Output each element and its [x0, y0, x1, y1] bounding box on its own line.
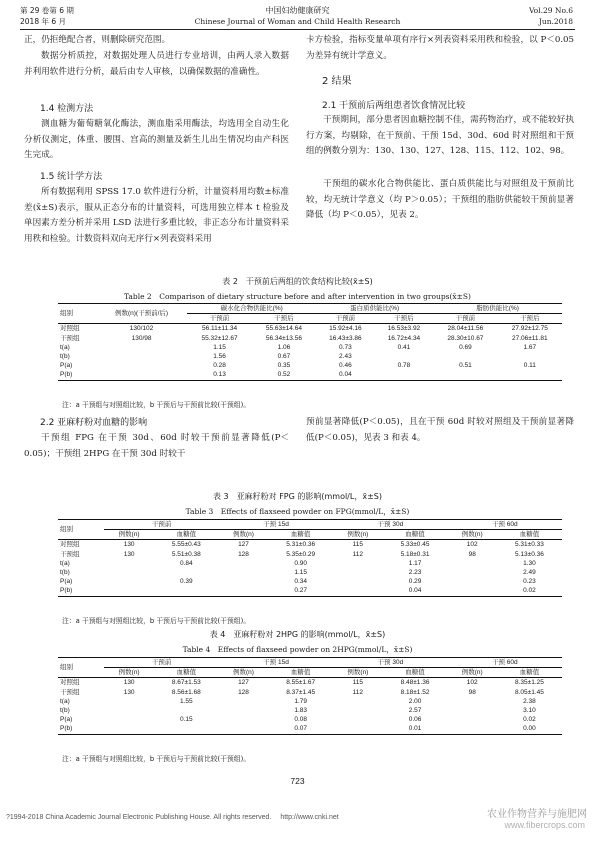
- cell: 1.06: [277, 343, 291, 351]
- cell: 98: [468, 688, 476, 696]
- cell: [375, 370, 434, 380]
- table-row: [58, 370, 562, 380]
- cell: 1.30: [523, 559, 536, 567]
- cell: 8.56±1.68: [171, 688, 201, 696]
- cell: P(a): [60, 362, 73, 370]
- cell: [433, 352, 497, 361]
- t3-header-group: 组别: [58, 520, 104, 540]
- cell: 0.78: [397, 362, 411, 370]
- cell: 127: [238, 541, 249, 549]
- table-3-note: 注：a 干预组与对照组比较，b 干预后与干预前比较(干预组)。: [62, 617, 251, 625]
- cell: P(b): [58, 586, 104, 596]
- cell: 5.31±0.36: [286, 541, 316, 549]
- page-number: 723: [290, 776, 305, 786]
- table-row: [58, 706, 562, 715]
- cell: t(b): [60, 353, 70, 361]
- cell: 16.43±3.86: [329, 334, 362, 342]
- cell: 8.05±1.45: [515, 688, 544, 696]
- t3-header-n: 例数(n): [333, 530, 382, 540]
- cell: 0.06: [408, 716, 422, 724]
- cell: 130/98: [131, 334, 152, 342]
- cell: 28.30±10.67: [447, 334, 484, 342]
- table-4-note: 注：a 干预组与对照组比较，b 干预后与干预前比较(干预组)。: [62, 755, 251, 763]
- cell: 2.38: [523, 697, 536, 705]
- cell: 2.49: [523, 569, 536, 577]
- cell: 8.67±1.53: [171, 679, 201, 687]
- table-row: [58, 724, 562, 734]
- cell: 15.92±4.16: [329, 325, 362, 333]
- t4-header-n: 例数(n): [448, 668, 497, 678]
- cell: 干预组: [60, 334, 80, 342]
- cell: [375, 352, 434, 361]
- cell: 130/102: [129, 325, 154, 333]
- cell: 127: [238, 679, 249, 687]
- cell: 0.51: [459, 362, 472, 370]
- table-row: [58, 559, 562, 568]
- issue-number: 第 29 卷第 6 期: [20, 6, 74, 15]
- cell: 0.11: [523, 362, 536, 370]
- cell: 0.04: [316, 370, 375, 380]
- cell: 0.15: [179, 716, 193, 724]
- cell: 干预组: [60, 550, 80, 558]
- right-paragraph-3: 干预组的碳水化合物供能比、蛋白质供能比与对照组及干预前比较，均无统计学意义（均 P＞0.05）；干预组的脂肪供能较干预前显著降低（均 P＜0.05），见表 2。: [306, 179, 574, 221]
- cell: 112: [352, 688, 364, 696]
- table-2-caption-cn: 表 2 干预前后两组的饮食结构比较(x̄±S): [222, 277, 373, 286]
- cell: 干预组: [60, 688, 80, 696]
- cell: 1.15: [294, 569, 307, 577]
- section-2-1-heading: 2.1 干预前后两组患者饮食情况比较: [322, 101, 466, 111]
- table-row: [58, 540, 562, 550]
- cell: 2.23: [408, 569, 422, 577]
- cell: 128: [238, 550, 249, 558]
- t3-header-value: 血糖值: [497, 530, 562, 540]
- cell: 5.35±0.29: [286, 550, 316, 558]
- table-row: [58, 324, 562, 334]
- cell: 102: [466, 541, 478, 549]
- cell: 115: [352, 679, 364, 687]
- cell: t(a): [60, 697, 70, 705]
- cell: 8.35±1.25: [515, 679, 544, 687]
- table-3-caption-en: Table 3 Effects of flaxseed powder on FPG(mmol/L，x̄±S): [185, 507, 410, 516]
- t2-header-group: 组别: [58, 304, 96, 324]
- t2-header-before: 干预前: [316, 314, 375, 324]
- t2-header-before: 干预前: [433, 314, 497, 324]
- table-row: [58, 697, 562, 706]
- t4-header-value: 血糖值: [268, 668, 333, 678]
- t3-header-value: 血糖值: [383, 530, 448, 540]
- right-paragraph-1: 卡方检验，指标变量单项有序行×列表资料采用秩和检验，以 P＜0.05 为差异有统计学意义。: [306, 35, 574, 61]
- cell: 130: [123, 550, 135, 558]
- cell: 1.79: [294, 697, 307, 705]
- t4-header-period: 干预 15d: [219, 658, 333, 668]
- cell: 0.41: [397, 343, 411, 351]
- t4-header-n: 例数(n): [219, 668, 268, 678]
- left-paragraph-4: 所有数据利用 SPSS 17.0 软件进行分析，计量资料用均数±标准差(x̄±S)表示，服从正态分布的计量资料，可选用独立样本 t 检验及单因素方差分析并采用 LSD 法进行多重比较，非正态分布计量资料采用秩和检验。计数资料双向无序行×列表资料采用: [24, 187, 289, 244]
- cell: 8.55±1.67: [286, 679, 316, 687]
- t2-header-after: 干预后: [375, 314, 434, 324]
- cell: 0.39: [179, 578, 193, 586]
- cell: 0.02: [497, 586, 562, 596]
- cell: [433, 370, 497, 380]
- cell: 5.13±0.36: [515, 550, 544, 558]
- cell: 128: [238, 688, 249, 696]
- cell: 0.69: [459, 343, 472, 351]
- section-2-heading: 2 结果: [322, 76, 352, 87]
- table-row: [58, 361, 562, 370]
- cell: 5.31±0.33: [515, 541, 544, 549]
- cell: 0.52: [252, 370, 316, 380]
- cell: 5.18±0.31: [400, 550, 430, 558]
- cell: 0.13: [187, 370, 251, 380]
- cell: [154, 724, 219, 734]
- section-2-2-heading: 2.2 亚麻籽粉对血糖的影响: [40, 418, 148, 428]
- t3-header-period: 干预 15d: [219, 520, 333, 530]
- section-1-5-heading: 1.5 统计学方法: [40, 172, 103, 182]
- cell: t(b): [60, 569, 70, 577]
- cell: P(b): [58, 370, 96, 380]
- left-paragraph-2: 数据分析质控，对数据处理人员进行专业培训，由两人录入数据并利用软件进行分析，最后由专人审核，以确保数据的准确性。: [24, 51, 289, 77]
- cell: 0.08: [294, 716, 307, 724]
- cell: 1.56: [213, 353, 226, 361]
- cell: 102: [466, 679, 478, 687]
- cell: 0.02: [523, 716, 536, 724]
- table-3: [58, 519, 562, 597]
- t2-header-before: 干预前: [187, 314, 251, 324]
- cell: 28.04±11.56: [447, 325, 484, 333]
- table-row: [58, 577, 562, 586]
- cell: 3.10: [523, 707, 536, 715]
- cell: 0.67: [277, 353, 291, 361]
- t4-header-period: 干预 30d: [333, 658, 447, 668]
- cell: 8.18±1.52: [400, 688, 430, 696]
- t4-header-value: 血糖值: [154, 668, 219, 678]
- cell: [498, 370, 562, 380]
- t2-header-n: 例数(n)(干预前/后): [96, 304, 188, 324]
- t4-header-period: 干预 60d: [448, 658, 562, 668]
- cell: 8.48±1.36: [400, 679, 430, 687]
- left-paragraph-3: 测血糖为葡萄糖氧化酶法，测血脂采用酶法，均选用全自动生化分析仪测定，体重、腰围、宫高的测量及新生儿出生情况均由产科医生完成。: [24, 119, 289, 161]
- section-1-4-heading: 1.4 检测方法: [40, 104, 94, 114]
- cell: 56.11±11.34: [201, 325, 238, 333]
- t4-header-value: 血糖值: [383, 668, 448, 678]
- cell: 对照组: [60, 325, 80, 333]
- table-row: [58, 550, 562, 559]
- t4-header-n: 例数(n): [333, 668, 382, 678]
- cell: 112: [352, 550, 364, 558]
- t2-header-after: 干预后: [498, 314, 562, 324]
- cell: 对照组: [60, 679, 80, 687]
- watermark-url: www.fibercrops.com: [504, 820, 585, 830]
- cell: 1.17: [408, 559, 422, 567]
- cell: 1.15: [213, 343, 226, 351]
- cell: 0.84: [179, 559, 193, 567]
- t4-header-value: 血糖值: [497, 668, 562, 678]
- table-row: [58, 343, 562, 352]
- table-row: [58, 568, 562, 577]
- t3-header-value: 血糖值: [268, 530, 333, 540]
- cell: P(a): [60, 716, 73, 724]
- cell: 1.83: [294, 707, 307, 715]
- cell: 1.67: [523, 343, 537, 351]
- cell: 0.34: [294, 578, 307, 586]
- cell: 0.23: [523, 578, 536, 586]
- cell: 27.06±11.81: [511, 334, 548, 342]
- t4-header-n: 例数(n): [104, 668, 153, 678]
- table-3-caption-cn: 表 3 亚麻籽粉对 FPG 的影响(mmol/L，x̄±S): [213, 492, 382, 501]
- table-row: [58, 715, 562, 724]
- cell: 115: [352, 541, 364, 549]
- t4-header-group: 组别: [58, 658, 104, 678]
- section-2-2-left-text: 干预组 FPG 在干预 30d、60d 时较干预前显著降低(P＜0.05)；干预组 2HPG 在干预 30d 时较干: [24, 433, 289, 459]
- journal-title-en: Chinese Journal of Woman and Child Health Research: [194, 17, 401, 26]
- cell: 0.07: [268, 724, 333, 734]
- cell: 2.43: [339, 353, 352, 361]
- cell: 130: [123, 679, 135, 687]
- copyright-footer: ?1994-2018 China Academic Journal Electronic Publishing House. All rights reserved. http://www.cnki.net: [6, 814, 339, 821]
- cell: [154, 568, 219, 577]
- cell: 0.01: [383, 724, 448, 734]
- cell: 0.00: [497, 724, 562, 734]
- table-2: [58, 303, 562, 381]
- watermark-text: 农业作物营养与施肥网: [487, 809, 587, 820]
- right-paragraph-2: 干预期间，部分患者因血糖控制不佳，需药物治疗，或不能较好执行方案，均剔除，在干预前、干预 15d、30d、60d 时对照组和干预组的例数分别为：130、130、127、128、115、112、102、98。: [306, 115, 574, 157]
- cell: 98: [468, 550, 476, 558]
- cell: t(b): [60, 707, 70, 715]
- table-4-caption-en: Table 4 Effects of flaxseed powder on 2HPG(mmol/L，x̄±S): [182, 645, 413, 654]
- cell: 55.63±14.64: [265, 325, 302, 333]
- table-row: [58, 334, 562, 343]
- cell: 27.92±12.75: [511, 325, 548, 333]
- cell: 16.53±3.92: [387, 325, 421, 333]
- t4-header-period: 干预前: [104, 658, 218, 668]
- t2-header-after: 干预后: [252, 314, 316, 324]
- table-row: [58, 586, 562, 596]
- table-4-caption-cn: 表 4 亚麻籽粉对 2HPG 的影响(mmol/L，x̄±S): [209, 630, 386, 639]
- t2-header-fat: 脂肪供能比(%): [433, 304, 562, 314]
- cell: 0.35: [277, 362, 291, 370]
- cell: 0.90: [294, 559, 307, 567]
- cell: P(a): [60, 578, 73, 586]
- cell: [498, 352, 562, 361]
- issue-date: 2018 年 6 月: [20, 17, 67, 26]
- cell: 0.73: [339, 343, 352, 351]
- left-paragraph-1: 正，仍拒绝配合者，则删除研究范围。: [24, 35, 171, 45]
- cell: 5.51±0.38: [171, 550, 201, 558]
- t2-header-protein: 蛋白质供能比(%): [316, 304, 433, 314]
- t3-header-value: 血糖值: [154, 530, 219, 540]
- cell: t(a): [60, 559, 70, 567]
- cell: [154, 586, 219, 596]
- cell: 8.37±1.45: [286, 688, 316, 696]
- volume-en: Vol.29 No.6: [528, 6, 573, 15]
- header-rule: [20, 29, 575, 30]
- t3-header-n: 例数(n): [104, 530, 153, 540]
- table-4: [58, 657, 562, 735]
- cell: 16.72±4.34: [387, 334, 421, 342]
- cell: 0.27: [268, 586, 333, 596]
- journal-title-cn: 中国妇幼健康研究: [265, 6, 330, 15]
- table-row: [58, 352, 562, 361]
- cell: 0.04: [383, 586, 448, 596]
- table-row: [58, 688, 562, 697]
- cell: 2.57: [408, 707, 422, 715]
- t3-header-period: 干预 60d: [448, 520, 562, 530]
- section-2-2-right-text: 预前显著降低(P＜0.05)，且在干预 60d 时较对照组及干预前显著降低(P＜0.05)，见表 3 和表 4。: [306, 417, 574, 443]
- t3-header-period: 干预 30d: [333, 520, 447, 530]
- table-2-caption-en: Table 2 Comparison of dietary structure before and after intervention in two groups(x̄±S): [124, 292, 471, 301]
- t3-header-n: 例数(n): [448, 530, 497, 540]
- cell: 55.32±12.67: [201, 334, 238, 342]
- date-en: Jun.2018: [538, 17, 573, 26]
- cell: 5.55±0.43: [171, 541, 201, 549]
- table-row: [58, 678, 562, 688]
- t3-header-period: 干预前: [104, 520, 218, 530]
- t2-header-carb: 碳水化合物供能比(%): [187, 304, 316, 314]
- cell: 0.28: [213, 362, 226, 370]
- cell: 2.00: [408, 697, 422, 705]
- cell: 0.46: [339, 362, 352, 370]
- cell: 对照组: [60, 541, 80, 549]
- cell: 0.29: [408, 578, 422, 586]
- cell: t(a): [60, 343, 70, 351]
- cell: 130: [123, 688, 135, 696]
- table-2-note: 注：a 干预组与对照组比较，b 干预后与干预前比较(干预组)。: [62, 401, 251, 409]
- cell: 5.33±0.45: [400, 541, 430, 549]
- cell: 1.55: [179, 697, 193, 705]
- cell: 56.34±13.56: [265, 334, 302, 342]
- t3-header-n: 例数(n): [219, 530, 268, 540]
- cell: 130: [123, 541, 135, 549]
- cell: P(b): [58, 724, 104, 734]
- cell: [154, 706, 219, 715]
